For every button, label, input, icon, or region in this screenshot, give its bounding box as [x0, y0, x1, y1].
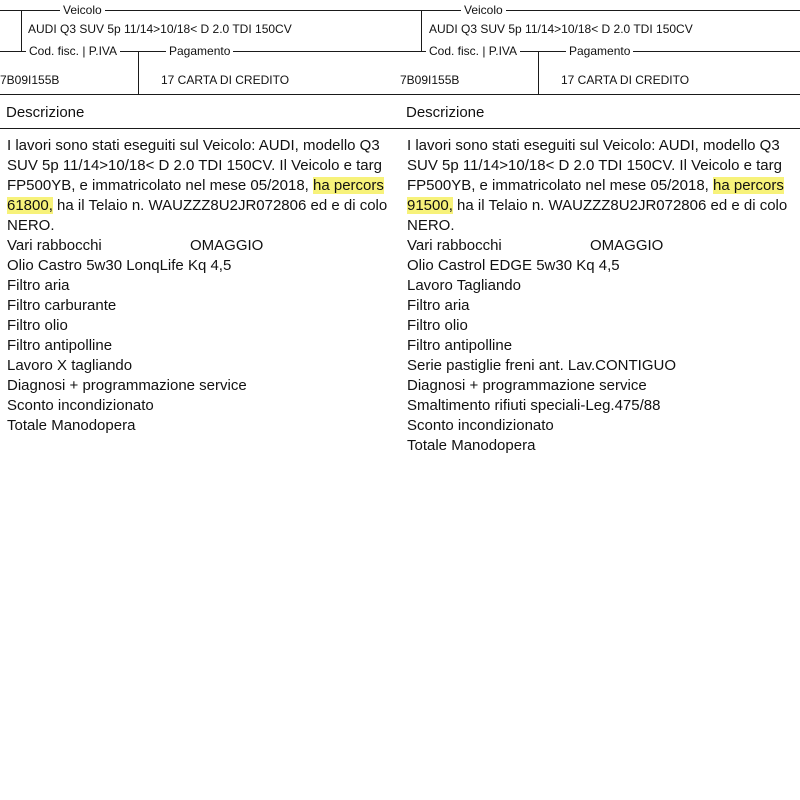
veicolo-label: Veicolo: [60, 3, 105, 17]
vehicle-left-border: [21, 10, 22, 52]
text-line: Serie pastiglie freni ant. Lav.CONTIGUO: [407, 357, 676, 374]
veicolo-label: Veicolo: [461, 3, 506, 17]
text-line: I lavori sono stati eseguiti sul Veicolo: AUDI, modello Q3: [407, 137, 780, 154]
text-line: [407, 236, 800, 256]
descrizione-heading: Descrizione: [6, 104, 85, 121]
text-line: Totale Manodopera: [407, 437, 536, 454]
header-top-rule: [400, 10, 800, 11]
right-invoice-panel: [400, 0, 800, 800]
pagamento-label: Pagamento: [566, 44, 633, 58]
text-line: Olio Castro 5w30 LonqLife Kq 4,5: [7, 257, 232, 274]
item-label: Vari rabbocchi: [407, 237, 502, 254]
text-segment: FP500YB, e immatricolato nel mese 05/2018,: [407, 177, 713, 194]
highlighted-mileage: 91500,: [407, 197, 453, 214]
text-segment: ha il Telaio n. WAUZZZ8U2JR072806 ed e di colo: [52, 197, 388, 214]
text-line: SUV 5p 11/14>10/18< D 2.0 TDI 150CV. Il Veicolo e targ: [407, 157, 782, 174]
text-line: Filtro olio: [7, 317, 68, 334]
vehicle-description: AUDI Q3 SUV 5p 11/14>10/18< D 2.0 TDI 150CV: [429, 22, 693, 36]
text-line: Diagnosi + programmazione service: [407, 377, 647, 394]
text-line: I lavori sono stati eseguiti sul Veicolo: AUDI, modello Q3: [7, 137, 380, 154]
description-body: [7, 136, 400, 436]
description-body: [407, 136, 800, 456]
text-line: [7, 196, 400, 216]
header-bottom-rule: [0, 94, 400, 95]
vehicle-description: AUDI Q3 SUV 5p 11/14>10/18< D 2.0 TDI 150CV: [28, 22, 292, 36]
descrizione-rule: [400, 128, 800, 129]
text-line: Lavoro X tagliando: [7, 357, 133, 374]
text-line: [7, 176, 400, 196]
text-line: SUV 5p 11/14>10/18< D 2.0 TDI 150CV. Il Veicolo e targ: [7, 157, 382, 174]
vehicle-left-border: [421, 10, 422, 52]
pagamento-value: 17 CARTA DI CREDITO: [161, 73, 290, 87]
text-line: Filtro carburante: [7, 297, 117, 314]
text-segment: FP500YB, e immatricolato nel mese 05/2018,: [7, 177, 313, 194]
text-line: [7, 236, 400, 256]
header-bottom-rule: [400, 94, 800, 95]
header-divider: [538, 51, 539, 94]
text-segment: ha il Telaio n. WAUZZZ8U2JR072806 ed e di colo: [452, 197, 788, 214]
text-line: Filtro antipolline: [407, 337, 513, 354]
item-label: Vari rabbocchi: [7, 237, 102, 254]
highlighted-text: ha percors: [313, 177, 384, 194]
text-line: Sconto incondizionato: [407, 417, 554, 434]
pagamento-value: 17 CARTA DI CREDITO: [561, 73, 690, 87]
descrizione-heading: Descrizione: [406, 104, 485, 121]
text-line: NERO.: [7, 217, 55, 234]
text-line: Filtro olio: [407, 317, 468, 334]
cod-fisc-label: Cod. fisc. | P.IVA: [26, 44, 120, 58]
text-line: NERO.: [407, 217, 455, 234]
text-line: Filtro aria: [7, 277, 70, 294]
descrizione-rule: [0, 128, 400, 129]
highlighted-mileage: 61800,: [7, 197, 53, 214]
text-line: Smaltimento rifiuti speciali-Leg.475/88: [407, 397, 661, 414]
cod-fisc-value: 7B09I155B: [0, 73, 60, 87]
text-line: Filtro antipolline: [7, 337, 113, 354]
pagamento-label: Pagamento: [166, 44, 233, 58]
omaggio-label: OMAGGIO: [190, 237, 264, 254]
cod-fisc-label: Cod. fisc. | P.IVA: [426, 44, 520, 58]
text-line: Totale Manodopera: [7, 417, 136, 434]
text-line: Filtro aria: [407, 297, 470, 314]
omaggio-label: OMAGGIO: [590, 237, 664, 254]
text-line: Sconto incondizionato: [7, 397, 154, 414]
text-line: [407, 196, 800, 216]
text-line: Olio Castrol EDGE 5w30 Kq 4,5: [407, 257, 620, 274]
text-line: [407, 176, 800, 196]
highlighted-text: ha percors: [713, 177, 784, 194]
cod-fisc-value: 7B09I155B: [400, 73, 460, 87]
header-divider: [138, 51, 139, 94]
text-line: Diagnosi + programmazione service: [7, 377, 247, 394]
text-line: Lavoro Tagliando: [407, 277, 521, 294]
